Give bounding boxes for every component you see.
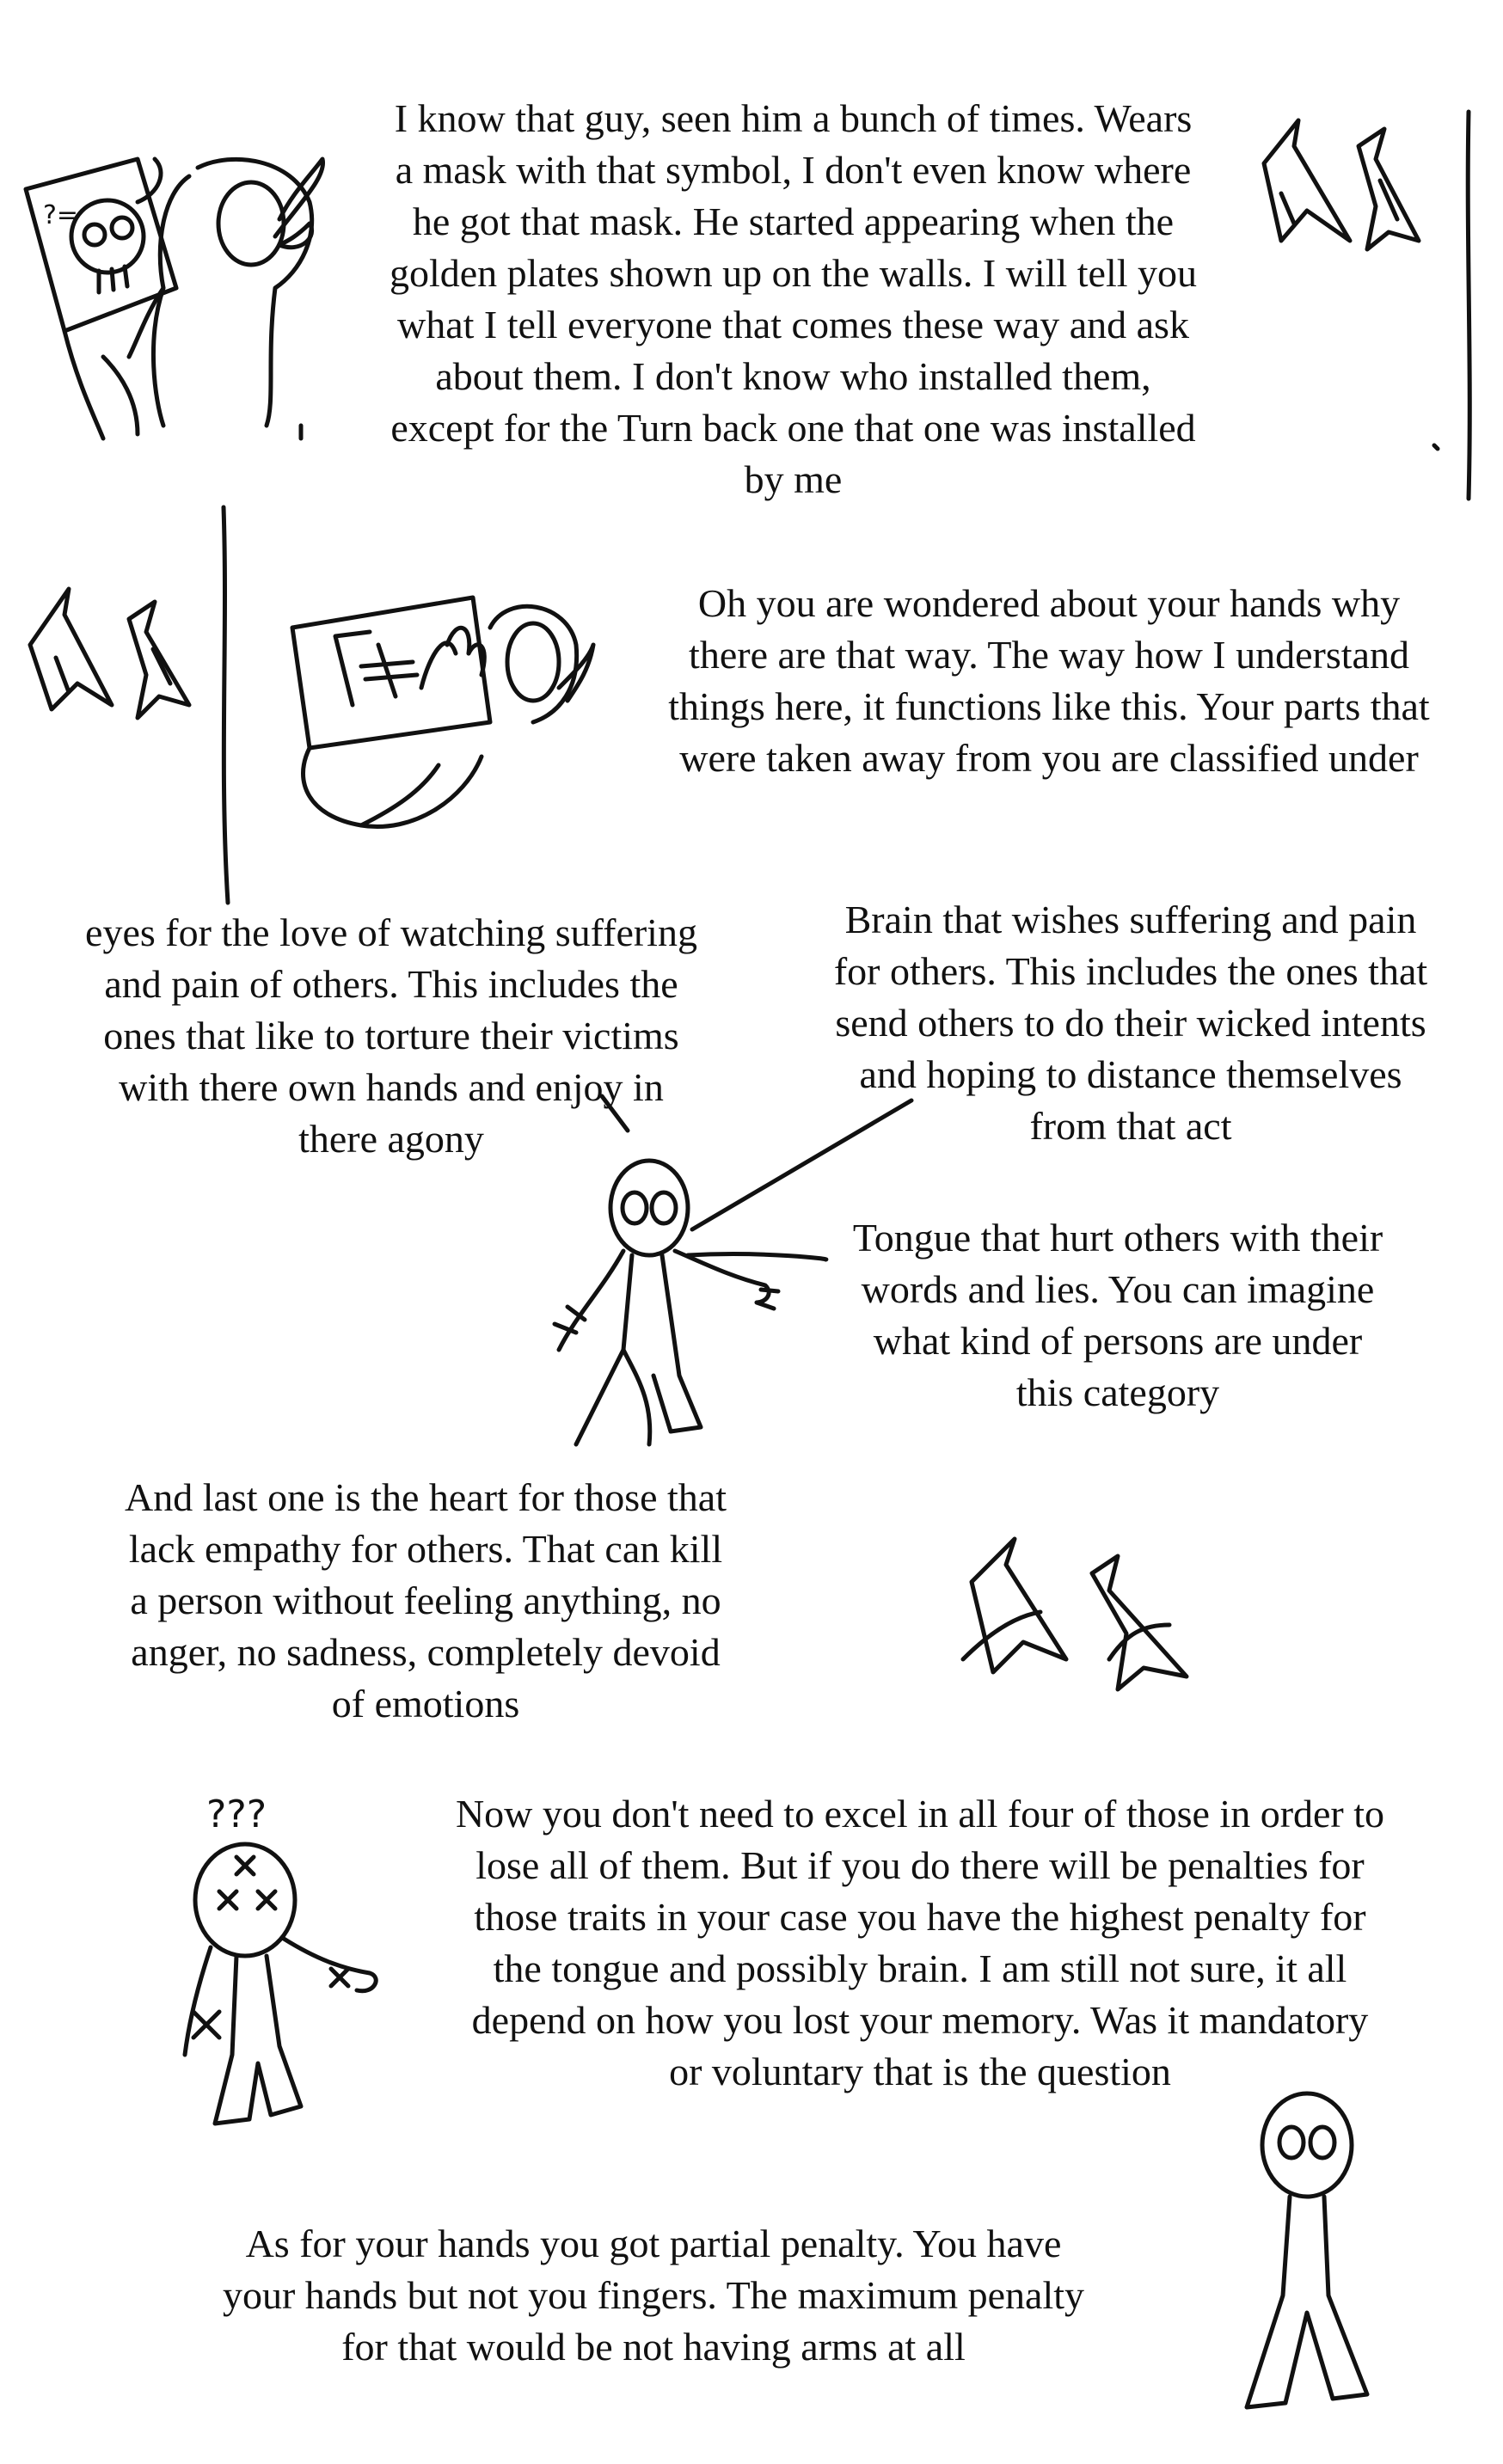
dialogue-text-4: Brain that wishes suffering and pain for others. This includes the ones that send others to do their wicked intents and hoping to distance themselves from that act (833, 898, 1428, 1148)
claw-marks-icon (1247, 112, 1496, 507)
dialogue-text-6: And last one is the heart for those that lack empathy for others. That can kill a person without feeling anything, no anger, no sadness, completely devoid of emotions (124, 1475, 727, 1725)
masked-figure-icon (17, 142, 344, 451)
mask-symbol-label: ?= (43, 200, 79, 230)
sign-holding-figure-icon (275, 593, 602, 851)
dialogue-text-3: eyes for the love of watching suffering and pain of others. This includes the ones that like to torture their victims with there own hands and enjoy in there agony (85, 910, 697, 1161)
confused-marks: ??? (206, 1793, 267, 1836)
standing-figure-icon (1221, 2089, 1393, 2424)
dialogue-text-8: As for your hands you got partial penalty. You have your hands but not you fingers. The maximum penalty for that would be not having arms at all (222, 2222, 1085, 2369)
confused-figure-icon (172, 1788, 396, 2132)
claw-marks-icon (954, 1530, 1212, 1719)
dialogue-text-1: I know that guy, seen him a bunch of times. Wears a mask with that symbol, I don't even know where he got that mask. He started appearing when the golden plates shown up on the walls. I will tell you what I tell everyone that comes these way and ask about them. I don't know who installed them, except for the Turn back one that one was installed by me (389, 96, 1198, 501)
dialogue-text-5: Tongue that hurt others with their words and lies. You can imagine what kind of persons are under this category (852, 1216, 1383, 1414)
dialogue-text-2: Oh you are wondered about your hands why there are that way. The way how I understand things here, it functions like this. Your parts that were taken away from you are classified under (668, 581, 1430, 780)
claw-marks-icon (17, 507, 241, 903)
dialogue-text-7: Now you don't need to excel in all four of those in order to lose all of them. But if you do there will be penalties for those traits in your case you have the highest penalty for the tongue and possibly brain. I am still not sure, it all depend on how you lost your memory. Was it mandatory or voluntary that is the question (455, 1792, 1385, 2093)
